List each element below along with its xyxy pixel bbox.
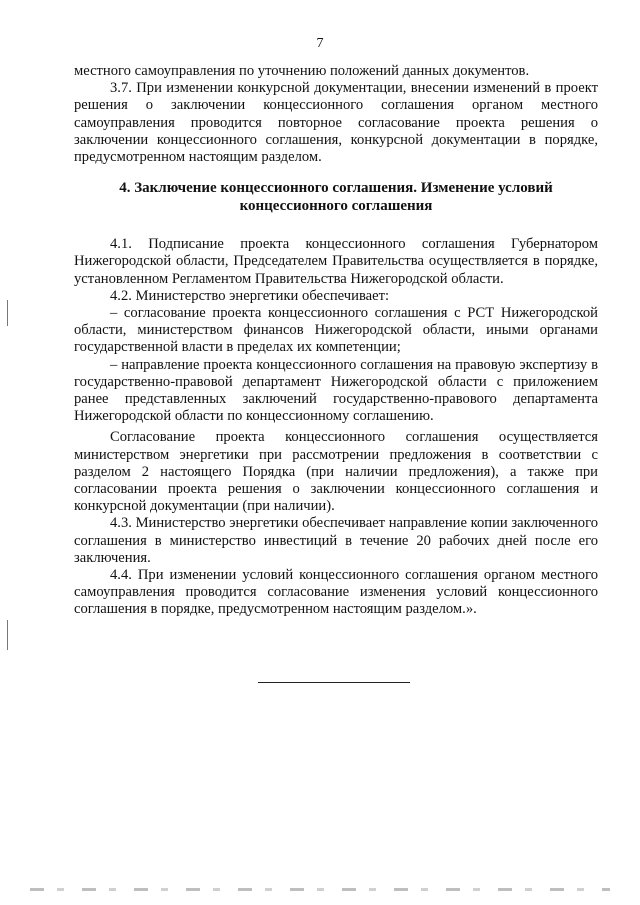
scan-margin-mark [7,300,8,326]
scan-margin-mark [7,620,8,650]
paragraph-coordination-note: Согласование проекта концессионного соглашения осуществляется министерством энергетики при рассмотрении предложения в соответствии с разделом 2 настоящего Порядка (при наличии предложения), а также при согласовании проекта решения о заключении концессионного соглашения и конкурсной документации (при наличии). [74,429,598,515]
paragraph-continuation: местного самоуправления по уточнению положений данных документов. [74,63,530,79]
list-item-legal-review: – направление проекта концессионного соглашения на правовую экспертизу в государственно-правовой департамент Нижегородской области с приложением ранее представленных заключений государственно-правового департамента Нижегородской области по концессионному соглашению. [74,356,598,425]
document-body [74,63,598,619]
paragraph-4-3: 4.3. Министерство энергетики обеспечивает направление копии заключенного соглашения в министерство инвестиций в течение 20 рабочих дней после его заключения. [74,515,598,566]
list-item-coordination: – согласование проекта концессионного соглашения с РСТ Нижегородской области, министерством финансов Нижегородской области, иными органами государственной власти в пределах их компетенции; [74,305,598,356]
page-number: 7 [316,36,324,51]
paragraph-4-2: 4.2. Министерство энергетики обеспечивает: [110,287,390,304]
section-heading-4: 4. Заключение концессионного соглашения. Изменение условий концессионного соглашения [119,180,553,214]
paragraph-4-4: 4.4. При изменении условий концессионного соглашения органом местного самоуправления проводится согласование изменения условий концессионного соглашения в порядке, предусмотренном настоящим разделом.». [74,567,598,618]
closing-divider-line [258,682,410,683]
paragraph-3-7: 3.7. При изменении конкурсной документации, внесении изменений в проект решения о заключении концессионного соглашения органом местного самоуправления проводится повторное согласование проекта решения о заключении концессионного соглашения, конкурсной документации в порядке, предусмотренном настоящим разделом. [74,80,598,166]
paragraph-4-1: 4.1. Подписание проекта концессионного соглашения Губернатором Нижегородской области, Председателем Правительства осуществляется в порядке, установленном Регламентом Правительства Нижегородской области. [74,236,598,287]
scan-bottom-artifact [30,888,610,891]
